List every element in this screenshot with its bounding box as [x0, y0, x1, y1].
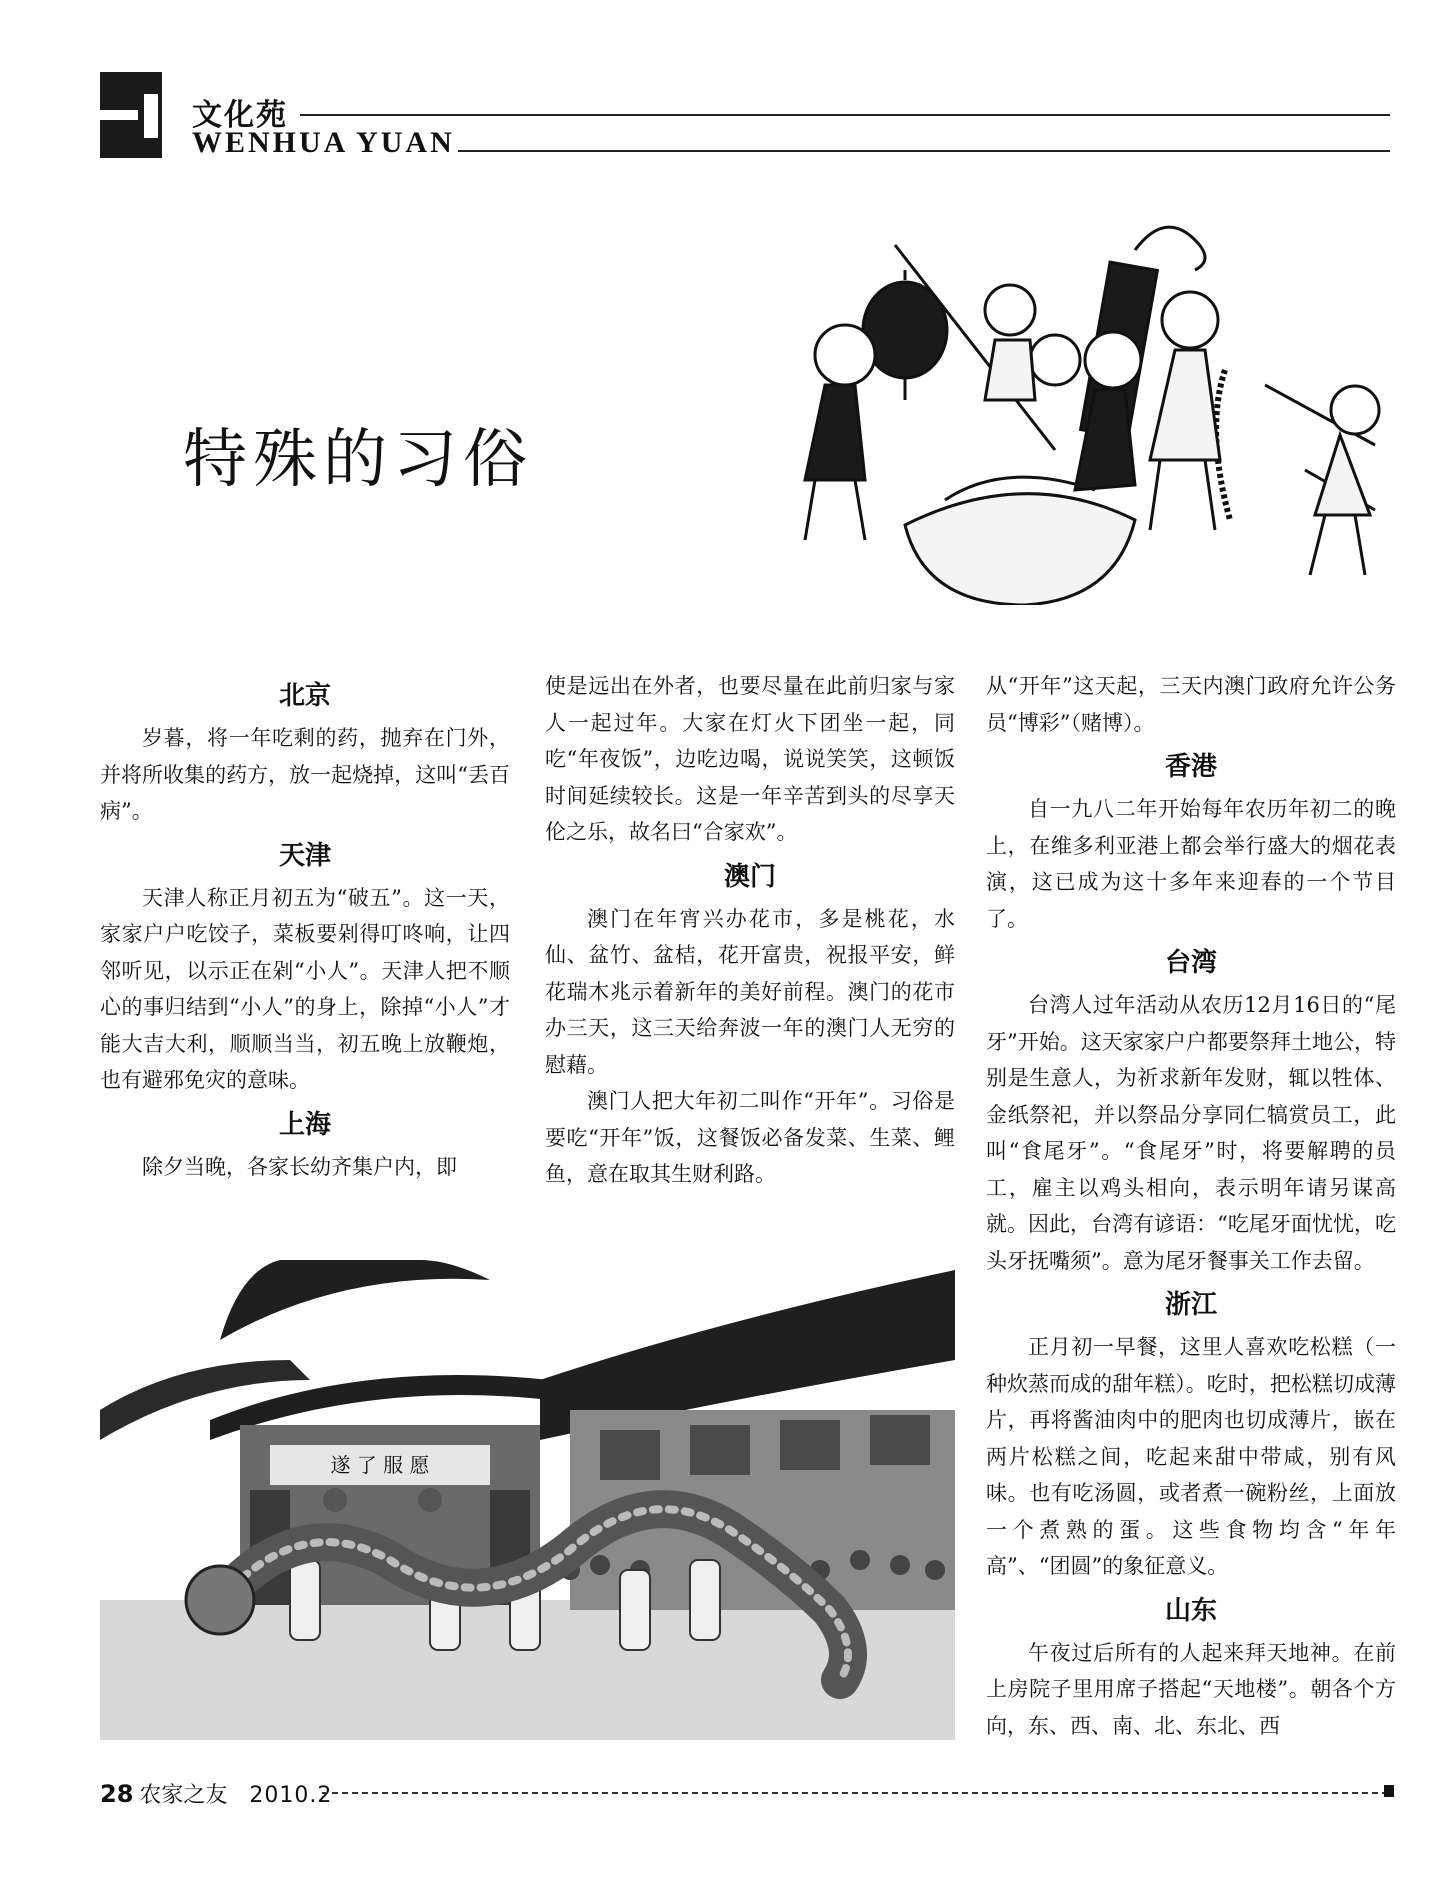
section-heading-tianjin: 天津: [278, 840, 331, 871]
dragon-head-icon: [186, 1566, 254, 1634]
header-rule-bottom: [458, 150, 1390, 152]
paragraph-macau-cont: 从“开年”这天起，三天内澳门政府允许公务员“博彩”（赌博）。: [986, 674, 1396, 735]
child-body-icon: [805, 385, 865, 480]
article-title-line2: 特殊的习俗: [183, 423, 533, 497]
paragraph-tianjin: 天津人称正月初五为“破五”。这一天，家家户户吃饺子，菜板要剁得叮咚响，让四邻听见，以示正在剁“小人”。天津人把不顺心的事归结到“小人”的身上，除掉“小人”才能大吉大利，顺顺当当，初五晚上放鞭炮，也有避邪免灾的意味。: [100, 885, 510, 1092]
paragraph-shanghai: 除夕当晚，各家长幼齐集户内，即: [142, 1154, 457, 1179]
text-column-1: [100, 670, 510, 1185]
logo-notch: [100, 110, 138, 120]
section-heading-beijing: 北京: [278, 681, 331, 711]
section-heading-zhejiang: 浙江: [1164, 1290, 1217, 1320]
child-head-icon: [815, 325, 875, 385]
paragraph-shandong: 午夜过后所有的人起来拜天地神。在前上房院子里用席子搭起“天地楼”。朝各个方向，东、西、南、北、东北、西: [986, 1640, 1396, 1738]
child-head-icon: [1085, 332, 1141, 388]
section-logo-block: [100, 72, 162, 158]
magazine-name: 农家之友: [139, 1783, 228, 1808]
lantern-icon: [418, 1488, 442, 1512]
scroll-curl-icon: [1135, 227, 1205, 270]
footer-rule: [322, 1792, 1388, 1794]
child-head-icon: [985, 285, 1035, 335]
article-title-line1: [180, 318, 656, 413]
paragraph-beijing: 岁暮，将一年吃剩的药，抛弃在门外，并将所收集的药方，放一起烧掉，这叫“丢百病”。: [100, 726, 510, 823]
page-footer: [100, 1778, 332, 1809]
child-body-icon: [985, 340, 1035, 400]
issue-number: 2010.2: [249, 1783, 333, 1808]
child-body-icon: [1315, 435, 1370, 515]
child-body-icon: [1150, 350, 1220, 460]
footer-end-marker: [1384, 1785, 1394, 1797]
paragraph-hongkong: 自一九八二年开始每年农历年初二的晚上，在维多利亚港上都会举行盛大的烟花表演，这已成为这十多年来迎春的一个节目了。: [986, 797, 1396, 931]
paragraph-macau-2: 澳门人把大年初二叫作“开年”。习俗是要吃“开年”饭，这餐饭必备发菜、生菜、鲤鱼，意在取其生财利路。: [545, 1089, 955, 1186]
header-rule-top: [300, 114, 1390, 116]
section-heading-macau: 澳门: [723, 861, 776, 892]
paragraph-shanghai-cont: 使是远出在外者，也要尽量在此前归家与家人一起过年。大家在灯火下团坐一起，同吃“年夜饭”，边吃边喝，说说笑笑，这顿饭时间延续较长。这是一年辛苦到头的尽享天伦之乐，故名曰“合家欢”。: [545, 674, 955, 844]
gate-plaque-text: 遂 了 服 愿: [330, 1453, 430, 1477]
paragraph-zhejiang: 正月初一早餐，这里人喜欢吃松糕（一种炊蒸而成的甜年糕）。吃时，把松糕切成薄片，再将酱油肉中的肥肉也切成薄片，嵌在两片松糕之间，吃起来甜中带咸，别有风味。也有吃汤圆，或者煮一碗粉丝，上面放一个煮熟的蛋。这些食物均含“年年高”、“团圆”的象征意义。: [986, 1335, 1396, 1578]
child-head-icon: [1030, 335, 1080, 385]
section-heading-hongkong: 香港: [1164, 752, 1217, 782]
page-number: 28: [100, 1780, 134, 1808]
child-head-icon: [1162, 292, 1218, 348]
section-title-cn: 文化苑: [192, 98, 288, 133]
paragraph-taiwan: 台湾人过年活动从农历12月16日的“尾牙”开始。这天家家户户都要祭拜土地公，特别是生意人，为祈求新年发财，辄以牲体、金纸祭祀，并以祭品分享同仁犒赏员工，此叫“食尾牙”。“食尾牙”时，将要解聘的员工，雇主以鸡头相向，表示明年请另谋高就。因此，台湾有谚语：“吃尾牙面忧忧，吃头牙抚嘴须”。意为尾牙餐事关工作去留。: [986, 993, 1396, 1273]
section-heading-shanghai: 上海: [278, 1109, 331, 1140]
text-column-3: [986, 668, 1396, 1744]
section-title-en: WENHUA YUAN: [192, 126, 455, 159]
section-heading-shandong: 山东: [1164, 1595, 1217, 1626]
article-title-text: 中国各地过春节: [180, 333, 656, 410]
paragraph-macau-1: 澳门在年宵兴办花市，多是桃花，水仙、盆竹、盆桔，花开富贵，祝报平安，鲜花瑞木兆示着新年的美好前程。澳门的花市办三天，这三天给奔波一年的澳门人无穷的慰藉。: [545, 906, 955, 1077]
text-column-2: [545, 668, 955, 1193]
logo-tab: [144, 94, 158, 138]
dragon-dance-photo: [100, 1240, 955, 1740]
lantern-icon: [863, 282, 947, 378]
children-celebration-illustration: [795, 210, 1415, 605]
sack-icon: [905, 494, 1135, 605]
section-heading-taiwan: 台湾: [1164, 948, 1217, 978]
lantern-icon: [323, 1488, 347, 1512]
child-head-icon: [1331, 386, 1379, 434]
